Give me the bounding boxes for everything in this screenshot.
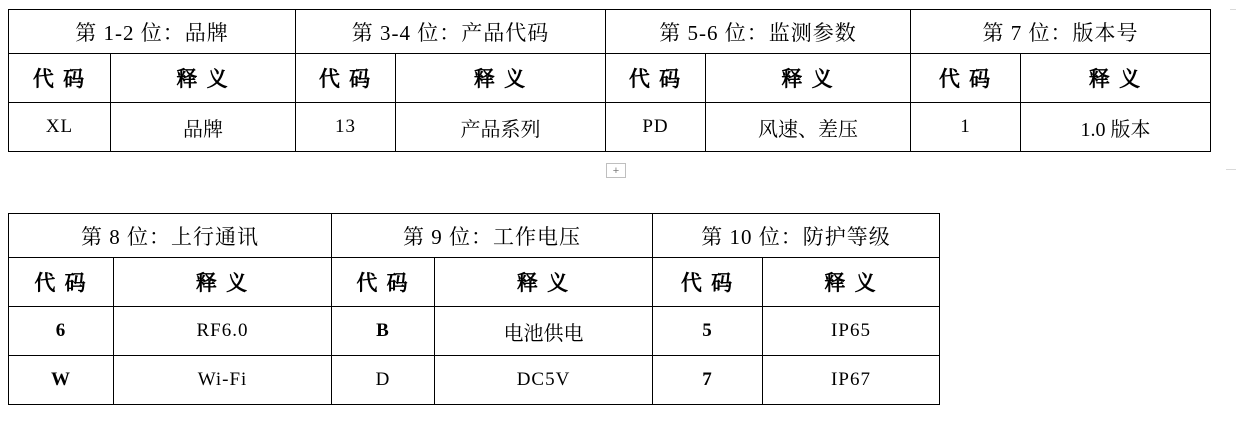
- cell-code-protection-1: 5: [653, 307, 763, 356]
- table-row-column-headers: [9, 54, 1211, 103]
- column-header-meaning-7: 释 义: [763, 258, 940, 307]
- group-header-product-code: 第 3-4 位：产品代码: [296, 10, 606, 54]
- column-header-meaning-2: 释 义: [396, 54, 606, 103]
- cell-code-version: 1: [911, 103, 1021, 152]
- page-edge-mark-middle: [1226, 169, 1236, 170]
- cell-meaning-voltage-2: DC5V: [435, 356, 653, 405]
- column-header-meaning-5: 释 义: [114, 258, 332, 307]
- cell-meaning-voltage-1: 电池供电: [435, 307, 653, 356]
- page-edge-mark-top: [1230, 9, 1236, 10]
- table-row: [9, 103, 1211, 152]
- cell-code-parameter: PD: [606, 103, 706, 152]
- group-header-monitor-parameter: 第 5-6 位：监测参数: [606, 10, 911, 54]
- product-code-table-part1: [8, 9, 1211, 152]
- group-header-version: 第 7 位：版本号: [911, 10, 1211, 54]
- column-header-code-3: 代 码: [606, 54, 706, 103]
- table-insert-plus-icon[interactable]: +: [606, 163, 626, 178]
- cell-code-protection-2: 7: [653, 356, 763, 405]
- group-header-working-voltage: 第 9 位：工作电压: [332, 214, 653, 258]
- table-row: [9, 307, 940, 356]
- column-header-meaning-4: 释 义: [1021, 54, 1211, 103]
- group-header-brand: 第 1-2 位：品牌: [9, 10, 296, 54]
- cell-meaning-parameter: 风速、差压: [706, 103, 911, 152]
- cell-code-uplink-2: W: [9, 356, 114, 405]
- cell-meaning-uplink-1: RF6.0: [114, 307, 332, 356]
- group-header-protection-level: 第 10 位：防护等级: [653, 214, 940, 258]
- cell-code-voltage-1: B: [332, 307, 435, 356]
- table-row: [9, 356, 940, 405]
- cell-meaning-protection-2: IP67: [763, 356, 940, 405]
- cell-meaning-brand: 品牌: [111, 103, 296, 152]
- column-header-code-5: 代 码: [9, 258, 114, 307]
- cell-code-product: 13: [296, 103, 396, 152]
- cell-code-brand: XL: [9, 103, 111, 152]
- cell-code-uplink-1: 6: [9, 307, 114, 356]
- cell-meaning-protection-1: IP65: [763, 307, 940, 356]
- cell-meaning-uplink-2: Wi-Fi: [114, 356, 332, 405]
- cell-meaning-version: 1.0 版本: [1021, 103, 1211, 152]
- table-row-column-headers: [9, 258, 940, 307]
- table-row-group-headers: [9, 10, 1211, 54]
- column-header-code-4: 代 码: [911, 54, 1021, 103]
- column-header-meaning-3: 释 义: [706, 54, 911, 103]
- column-header-code-7: 代 码: [653, 258, 763, 307]
- cell-code-voltage-2: D: [332, 356, 435, 405]
- product-code-table-part2: [8, 213, 940, 405]
- column-header-code-2: 代 码: [296, 54, 396, 103]
- column-header-meaning-6: 释 义: [435, 258, 653, 307]
- table-row-group-headers: [9, 214, 940, 258]
- group-header-uplink-communication: 第 8 位：上行通讯: [9, 214, 332, 258]
- cell-meaning-product: 产品系列: [396, 103, 606, 152]
- column-header-code-1: 代 码: [9, 54, 111, 103]
- column-header-meaning-1: 释 义: [111, 54, 296, 103]
- column-header-code-6: 代 码: [332, 258, 435, 307]
